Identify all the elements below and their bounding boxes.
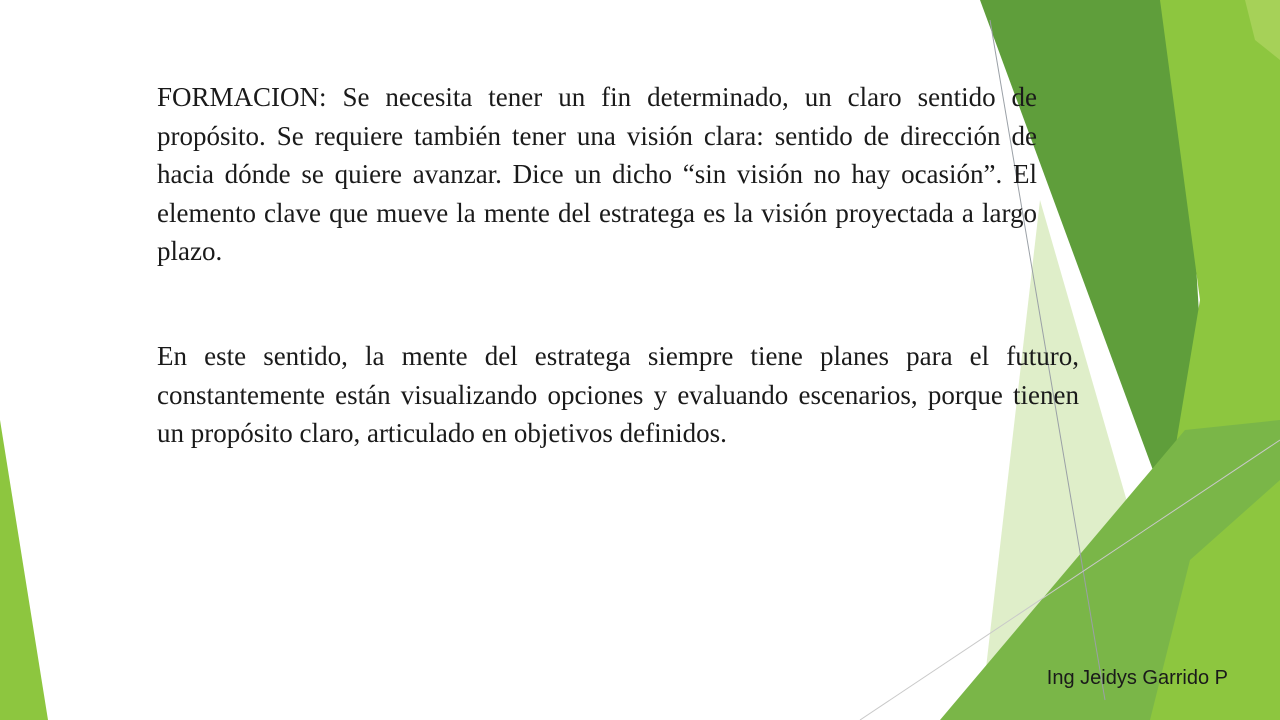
paragraph-formacion: FORMACION: Se necesita tener un fin determinado, un claro sentido de propósito. Se requiere también tener una visión clara: sentido de dirección de hacia dónde se quiere avanzar. Dice un dicho “sin visión no hay ocasión”. El elemento clave que mueve la mente del estratega es la visión proyectada a largo plazo. <box>157 82 1037 266</box>
paragraph-sentido: En este sentido, la mente del estratega siempre tiene planes para el futuro, constantemente están visualizando opciones y evaluando escenarios, porque tienen un propósito claro, articulado en objetivos definidos. <box>157 341 1079 448</box>
left-green-shape <box>0 420 48 720</box>
author-footer: Ing Jeidys Garrido P <box>1046 667 1228 689</box>
